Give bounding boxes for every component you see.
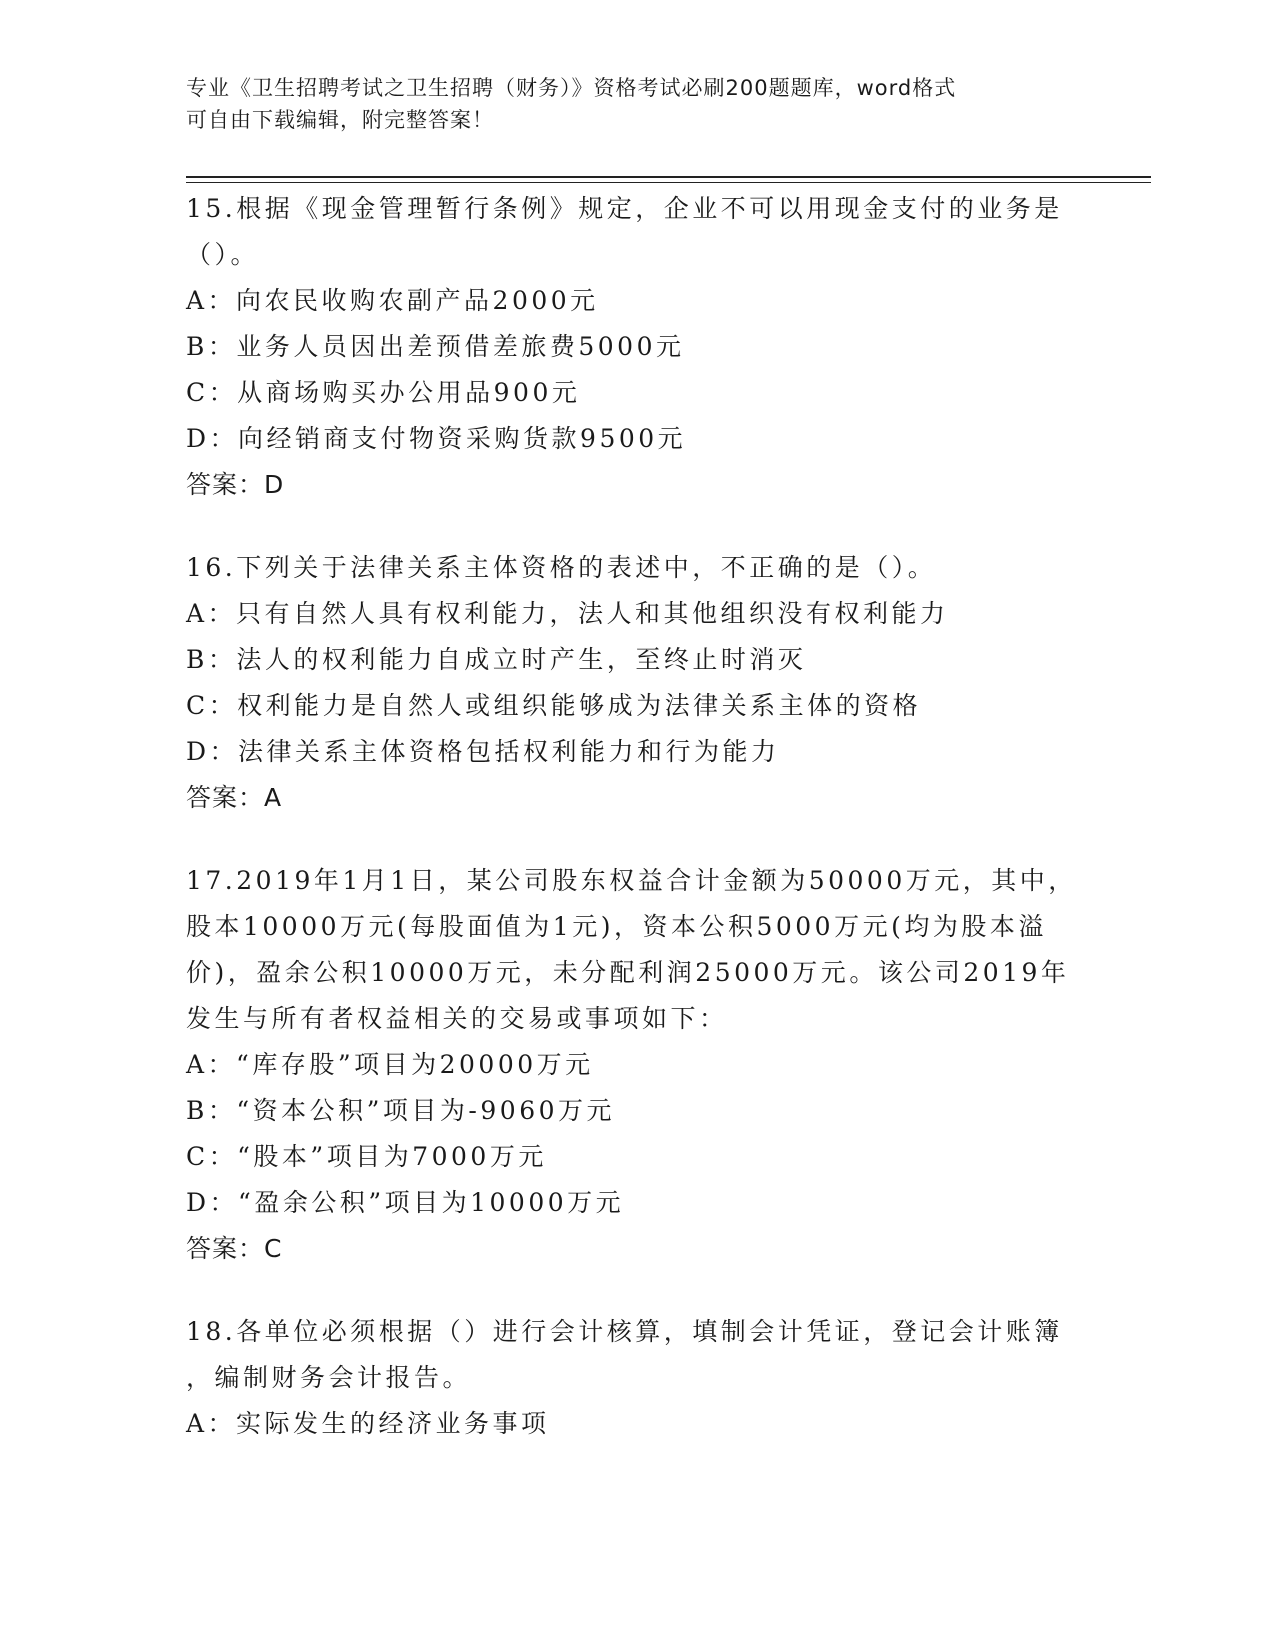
option-b: B：“资本公积”项目为-9060万元: [186, 1096, 616, 1125]
option-a: A：“库存股”项目为20000万元: [186, 1050, 594, 1079]
question-stem-line: 16.下列关于法律关系主体资格的表述中，不正确的是（）。: [186, 553, 937, 582]
question-stem-line: 18.各单位必须根据（）进行会计核算，填制会计凭证，登记会计账簿: [186, 1317, 1063, 1346]
option-a: A：只有自然人具有权利能力，法人和其他组织没有权利能力: [186, 599, 949, 628]
question-stem-line: 15.根据《现金管理暂行条例》规定，企业不可以用现金支付的业务是: [186, 194, 1063, 223]
option-a: A：向农民收购农副产品2000元: [186, 286, 599, 315]
question-stem-line: 发生与所有者权益相关的交易或事项如下：: [186, 1004, 728, 1033]
answer-line: 答案：C: [186, 1234, 283, 1263]
question-stem-line: 股本10000万元(每股面值为1元)，资本公积5000万元(均为股本溢: [186, 912, 1047, 941]
question-stem-line: 17.2019年1月1日，某公司股东权益合计金额为50000万元，其中，: [186, 866, 1077, 895]
option-c: C：权利能力是自然人或组织能够成为法律关系主体的资格: [186, 691, 922, 720]
option-c: C：“股本”项目为7000万元: [186, 1142, 547, 1171]
question-stem-line: （）。: [186, 240, 260, 269]
question-list: [186, 186, 1086, 1472]
answer-line: 答案：A: [186, 783, 283, 812]
header-divider-thick: [186, 176, 1151, 178]
option-c: C：从商场购买办公用品900元: [186, 378, 581, 407]
question-17: [186, 858, 1086, 1272]
option-d: D：“盈余公积”项目为10000万元: [186, 1188, 625, 1217]
option-d: D：法律关系主体资格包括权利能力和行为能力: [186, 737, 780, 766]
question-stem-line: 价)，盈余公积10000万元，未分配利润25000万元。该公司2019年: [186, 958, 1070, 987]
option-d: D：向经销商支付物资采购货款9500元: [186, 424, 687, 453]
question-16: [186, 545, 1086, 821]
document-header: [186, 72, 1066, 136]
answer-line: 答案：D: [186, 470, 285, 499]
question-18: [186, 1309, 1086, 1447]
option-a: A：实际发生的经济业务事项: [186, 1409, 550, 1438]
header-line-2: 可自由下载编辑，附完整答案！: [186, 108, 494, 132]
option-b: B：业务人员因出差预借差旅费5000元: [186, 332, 685, 361]
header-line-1: 专业《卫生招聘考试之卫生招聘（财务）》资格考试必刷200题题库，word格式: [186, 76, 957, 100]
option-b: B：法人的权利能力自成立时产生，至终止时消灭: [186, 645, 807, 674]
question-stem-line: ，编制财务会计报告。: [186, 1363, 472, 1392]
question-15: [186, 186, 1086, 508]
header-divider-thin: [186, 182, 1151, 183]
